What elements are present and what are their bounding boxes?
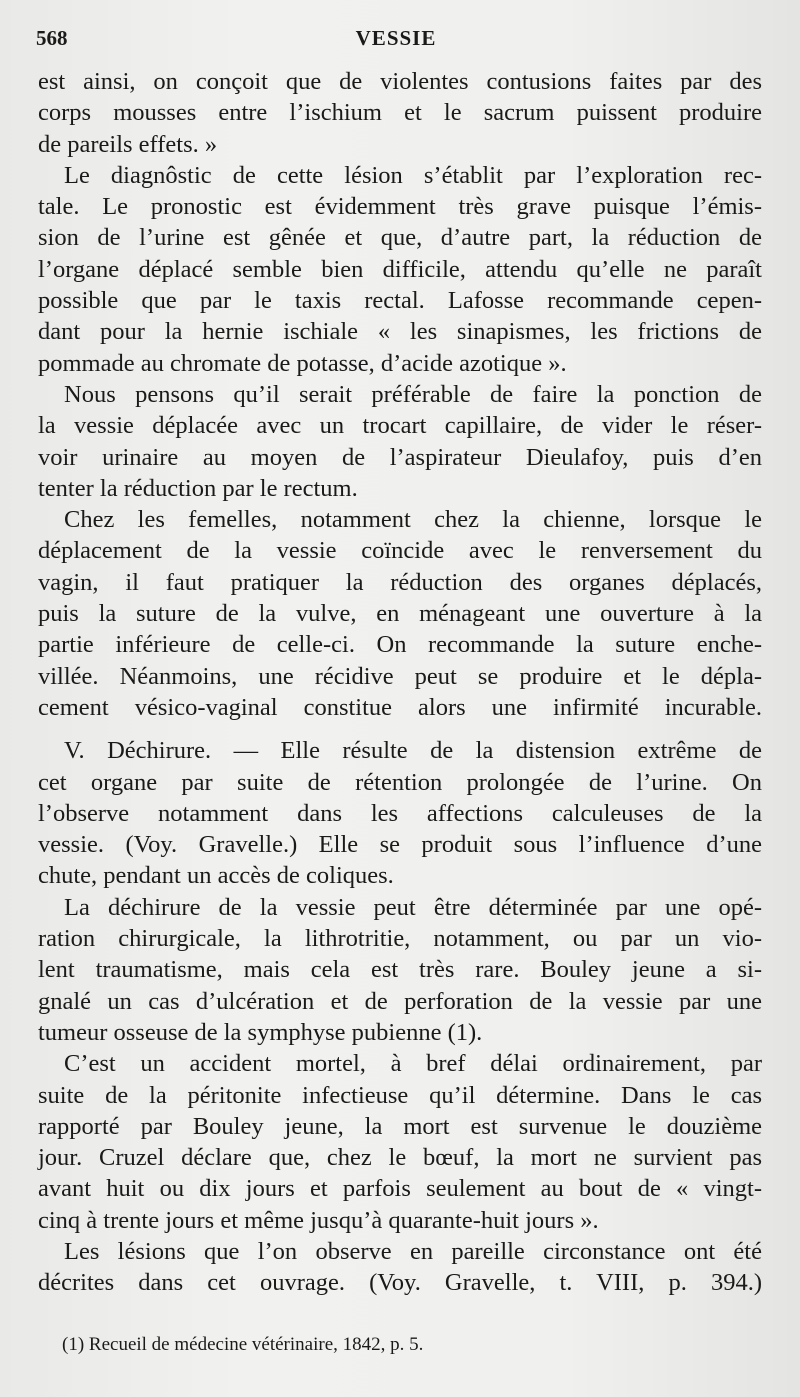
section-heading-line: V. Déchirure. — Elle résulte de la distension extrême de — [64, 737, 762, 765]
text-line: partie inférieure de celle-ci. On recommande la suture enche- — [38, 631, 762, 659]
text-line: corps mousses entre l’ischium et le sacrum puissent produire — [38, 99, 762, 127]
text-line: sion de l’urine est gênée et que, d’autre part, la réduction de — [38, 224, 762, 252]
section-gap — [38, 723, 762, 735]
text-line: tenter la réduction par le rectum. — [38, 474, 358, 502]
text-line: tale. Le pronostic est évidemment très grave puisque l’émis- — [38, 193, 762, 221]
text-line: l’observe notamment dans les affections calculeuses de la — [38, 799, 762, 827]
text-line: Les lésions que l’on observe en pareille circonstance ont été — [64, 1237, 762, 1265]
text-line: avant huit ou dix jours et parfois seulement au bout de « vingt- — [38, 1175, 762, 1203]
text-line: La déchirure de la vessie peut être déterminée par une opé- — [64, 893, 762, 921]
text-line: rapporté par Bouley jeune, la mort est survenue le douzième — [38, 1112, 762, 1140]
text-line: cet organe par suite de rétention prolongée de l’urine. On — [38, 768, 762, 796]
text-line: Chez les femelles, notamment chez la chienne, lorsque le — [64, 506, 762, 534]
text-line: déplacement de la vessie coïncide avec le renversement du — [38, 537, 762, 565]
text-line: suite de la péritonite infectieuse qu’il détermine. Dans le cas — [38, 1081, 762, 1109]
page-header — [36, 26, 756, 56]
text-line: la vessie déplacée avec un trocart capillaire, de vider le réser- — [38, 412, 762, 440]
running-head: VESSIE — [355, 26, 437, 50]
text-line: vagin, il faut pratiquer la réduction des organes déplacés, — [38, 568, 762, 596]
text-line: cement vésico-vaginal constitue alors une infirmité incurable. — [38, 693, 762, 721]
text-line: dant pour la hernie ischiale « les sinapismes, les frictions de — [38, 318, 762, 346]
page-number: 568 — [36, 26, 68, 50]
text-line: Nous pensons qu’il serait préférable de faire la ponction de — [64, 380, 762, 408]
footnote: (1) Recueil de médecine vétérinaire, 1842, p. 5. — [62, 1334, 424, 1355]
text-line: ration chirurgicale, la lithrotritie, notamment, ou par un vio- — [38, 925, 762, 953]
text-line: tumeur osseuse de la symphyse pubienne (1). — [38, 1018, 483, 1046]
text-line: est ainsi, on conçoit que de violentes contusions faites par des — [38, 68, 762, 95]
text-line: villée. Néanmoins, une récidive peut se produire et le dépla- — [38, 662, 762, 690]
text-line: voir urinaire au moyen de l’aspirateur Dieulafoy, puis d’en — [38, 443, 762, 471]
text-line: puis la suture de la vulve, en ménageant une ouverture à la — [38, 600, 762, 628]
text-line: vessie. (Voy. Gravelle.) Elle se produit sous l’influence d’une — [38, 831, 762, 859]
body-text — [38, 66, 762, 1299]
text-line: chute, pendant un accès de coliques. — [38, 862, 394, 890]
text-line: C’est un accident mortel, à bref délai ordinairement, par — [64, 1050, 762, 1078]
text-line: possible que par le taxis rectal. Lafosse recommande cepen- — [38, 287, 762, 315]
text-line: pommade au chromate de potasse, d’acide azotique ». — [38, 349, 567, 377]
text-line: de pareils effets. » — [38, 130, 218, 158]
text-line: l’organe déplacé semble bien difficile, attendu qu’elle ne paraît — [38, 255, 762, 283]
text-line: lent traumatisme, mais cela est très rare. Bouley jeune a si- — [38, 956, 762, 984]
text-line: jour. Cruzel déclare que, chez le bœuf, la mort ne survient pas — [38, 1144, 762, 1172]
text-line: gnalé un cas d’ulcération et de perforation de la vessie par une — [38, 987, 762, 1015]
text-line: cinq à trente jours et même jusqu’à quarante-huit jours ». — [38, 1206, 599, 1234]
text-line: décrites dans cet ouvrage. (Voy. Gravelle, t. VIII, p. 394.) — [38, 1269, 762, 1297]
text-line: Le diagnôstic de cette lésion s’établit par l’exploration rec- — [64, 161, 762, 189]
